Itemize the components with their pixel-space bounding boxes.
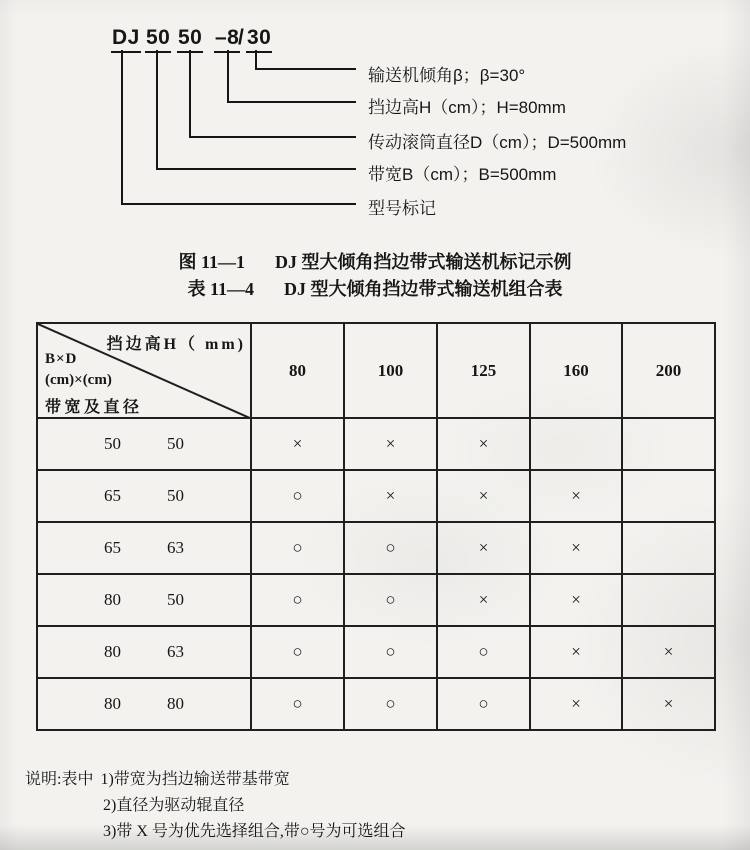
corner-row-axis-line3: 带宽及直径 (45, 399, 143, 416)
column-header-125: 125 (437, 323, 530, 418)
drum-diameter-value: 63 (167, 642, 184, 661)
model-code-prefix: DJ (111, 26, 141, 53)
corner-row-axis-line1: B×D (45, 351, 78, 367)
bd-cell (37, 418, 251, 470)
belt-width-value: 65 (104, 486, 121, 505)
mark-cell (530, 418, 622, 470)
mark-cell: × (437, 574, 530, 626)
mark-cell: × (530, 470, 622, 522)
mark-cell: ○ (344, 522, 437, 574)
note-item-1: 1)带宽为挡边输送带基带宽 (100, 771, 290, 788)
mark-cell: ○ (344, 574, 437, 626)
table-row (37, 574, 715, 626)
leader-hline-drumdiameter (189, 136, 356, 138)
label-drum-diameter: 传动滚筒直径D（cm）；D=500mm (368, 133, 627, 152)
corner-row-axis-line2: (cm)×(cm) (45, 372, 112, 388)
corner-column-axis-label: 挡边高H（ mm) (106, 336, 246, 353)
mark-cell: ○ (251, 626, 344, 678)
mark-cell (622, 574, 715, 626)
label-model-mark: 型号标记 (368, 199, 436, 218)
mark-cell: ○ (251, 470, 344, 522)
bd-cell (37, 678, 251, 730)
mark-cell: ○ (251, 522, 344, 574)
mark-cell (622, 470, 715, 522)
mark-cell: ○ (437, 626, 530, 678)
notes-line-2 (103, 792, 244, 815)
leader-vline-model (121, 50, 123, 205)
belt-width-value: 80 (104, 590, 121, 609)
bd-cell (37, 522, 251, 574)
belt-width-value: 80 (104, 694, 121, 713)
mark-cell: ○ (251, 678, 344, 730)
table-number: 表 11—4 (187, 279, 254, 299)
label-sidewall-height: 挡边高H（cm）；H=80mm (368, 98, 566, 117)
belt-width-value: 65 (104, 538, 121, 557)
bd-cell (37, 574, 251, 626)
drum-diameter-value: 50 (167, 590, 184, 609)
combination-table (36, 322, 716, 731)
table-row (37, 522, 715, 574)
mark-cell (622, 418, 715, 470)
figure-number: 图 11—1 (178, 252, 245, 272)
mark-cell: × (530, 626, 622, 678)
mark-cell: × (344, 418, 437, 470)
leader-hline-beltwidth (156, 168, 356, 170)
mark-cell: × (622, 626, 715, 678)
column-header-160: 160 (530, 323, 622, 418)
notes-prefix: 说明:表中 (25, 771, 94, 788)
belt-width-value: 80 (104, 642, 121, 661)
leader-hline-angle (255, 68, 356, 70)
table-row (37, 678, 715, 730)
model-code-drumdiameter: 50 (177, 26, 203, 53)
drum-diameter-value: 50 (167, 486, 184, 505)
leader-vline-drumdiameter (189, 50, 191, 138)
mark-cell: ○ (344, 678, 437, 730)
mark-cell: × (530, 522, 622, 574)
leader-vline-angle (255, 50, 257, 70)
model-code-beltwidth: 50 (145, 26, 171, 53)
table-caption (0, 275, 750, 301)
mark-cell: × (437, 522, 530, 574)
belt-width-value: 50 (104, 434, 121, 453)
mark-cell: ○ (251, 574, 344, 626)
header-row (37, 323, 715, 418)
leader-vline-beltwidth (156, 50, 158, 170)
mark-cell: ○ (437, 678, 530, 730)
leader-hline-sidewallheight (227, 101, 356, 103)
note-item-2: 2)直径为驱动辊直径 (103, 797, 245, 814)
notes-line-1 (25, 766, 290, 789)
column-header-80: 80 (251, 323, 344, 418)
column-header-100: 100 (344, 323, 437, 418)
mark-cell: × (344, 470, 437, 522)
column-header-200: 200 (622, 323, 715, 418)
mark-cell: × (251, 418, 344, 470)
mark-cell: × (437, 418, 530, 470)
leader-vline-sidewallheight (227, 50, 229, 103)
drum-diameter-value: 50 (167, 434, 184, 453)
label-conveyor-angle: 输送机倾角β；β=30° (368, 66, 526, 85)
drum-diameter-value: 80 (167, 694, 184, 713)
mark-cell: ○ (344, 626, 437, 678)
corner-header-cell (37, 323, 251, 418)
model-code-sidewallheight: –8 (214, 26, 240, 53)
label-belt-width: 带宽B（cm）；B=500mm (368, 165, 557, 184)
drum-diameter-value: 63 (167, 538, 184, 557)
mark-cell (622, 522, 715, 574)
leader-hline-model (121, 203, 356, 205)
table-row (37, 470, 715, 522)
mark-cell: × (530, 574, 622, 626)
figure-title: DJ 型大倾角挡边带式输送机标记示例 (275, 252, 572, 272)
figure-caption (0, 248, 750, 274)
model-code-angle: 30 (246, 26, 272, 53)
model-code-slash: / (238, 26, 245, 49)
mark-cell: × (437, 470, 530, 522)
bd-cell (37, 470, 251, 522)
note-item-3: 3)带 X 号为优先选择组合,带○号为可选组合 (103, 823, 406, 840)
mark-cell: × (622, 678, 715, 730)
table-row (37, 626, 715, 678)
table-row (37, 418, 715, 470)
bd-cell (37, 626, 251, 678)
mark-cell: × (530, 678, 622, 730)
table-title: DJ 型大倾角挡边带式输送机组合表 (284, 279, 563, 299)
notes-line-3 (103, 818, 406, 841)
